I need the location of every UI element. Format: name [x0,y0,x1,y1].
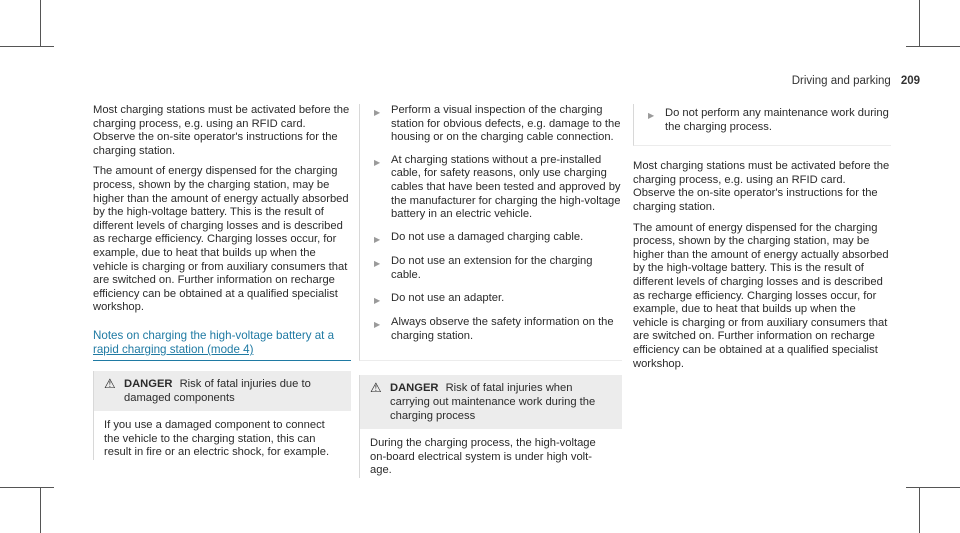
list-item [360,316,622,343]
column-1 [93,104,351,460]
list-item [634,104,891,134]
list-item [360,231,622,247]
arrow-right-icon: ▶ [648,111,655,120]
paragraph: Most charging stations must be activated before the charging process, e.g. using an RFID card. Observe the on-site operator's instructions for the charging station. [93,104,350,157]
crop-mark [919,0,920,47]
danger-body: During the charging process, the high-voltage on-board electrical system is under high volt-age. [370,437,596,477]
list-item-text: Do not use an extension for the charging cable. [391,255,593,281]
list-item-text: Do not use a damaged charging cable. [391,230,584,243]
danger-header [94,371,351,411]
danger-label: DANGER [390,382,439,395]
section-subheading [93,329,351,361]
instruction-list [633,104,891,146]
crop-mark [40,487,41,533]
arrow-right-icon: ▶ [374,157,381,167]
subheading-line: Notes on charging the high-voltage battery at a [93,328,335,342]
list-item [360,154,622,222]
danger-body: If you use a damaged component to connect the vehicle to the charging station, this can result in fire or an electric shock, for example. [104,419,330,459]
paragraph: The amount of energy dispensed for the charging process, shown by the charging station, may be higher than the amount of energy actually absorbed by the high-voltage battery. This is the result of different levels of charging losses and is described as recharge efficiency. Charging losses occur, for example, due to heat that builds up when the vehicle is charging or from auxiliary consumers that are switched on. Further information on recharge efficiency can be obtained at a qualified specialist workshop. [633,221,889,370]
arrow-right-icon: ▶ [374,108,381,117]
list-item-text: Do not use an adapter. [391,291,505,304]
arrow-right-icon: ▶ [374,320,381,330]
danger-title: Risk of fatal injuries due to damaged components [124,377,311,404]
subheading-line: rapid charging station (mode 4) [93,342,254,356]
danger-header [360,375,622,429]
instruction-list [359,104,622,361]
warning-triangle-icon: ⚠ [104,375,116,391]
danger-box [93,371,351,460]
warning-triangle-icon: ⚠ [370,380,382,396]
list-item [360,255,622,282]
column-3 [633,104,891,378]
danger-title: Risk of fatal injuries when carrying out maintenance work during the charging process [390,382,596,422]
running-header [792,75,920,87]
danger-label: DANGER [124,377,173,390]
paragraph: The amount of energy dispensed for the charging process, shown by the charging station, may be higher than the amount of energy actually absorbed by the high-voltage battery. This is the result of different levels of charging losses and is described as recharge efficiency. Charging losses occur, for example, due to heat that builds up when the vehicle is charging or from auxiliary consumers that are switched on. Further information on recharge efficiency can be obtained at a qualified specialist workshop. [93,165,349,314]
column-2 [359,104,622,478]
section-title: Driving and parking [791,75,891,87]
list-item-text: Always observe the safety information on the charging station. [391,316,614,342]
page-number: 209 [900,75,920,87]
arrow-right-icon: ▶ [374,259,381,269]
list-item [360,292,622,308]
list-item-text: Perform a visual inspection of the charging station for obvious defects, e.g. damage to the housing or on the charging cable connection. [391,104,621,144]
arrow-right-icon: ▶ [374,295,381,305]
crop-mark [40,0,41,47]
danger-box [359,375,622,478]
paragraph: Most charging stations must be activated before the charging process, e.g. using an RFID card. Observe the on-site operator's instructions for the charging station. [633,160,890,213]
list-item-text: At charging stations without a pre-installed cable, for safety reasons, only use charging cables that have been tested and approved by the manufacturer for charging the high-voltage battery in an electric vehicle. [391,153,621,221]
crop-mark [906,46,960,47]
crop-mark [0,46,54,47]
crop-mark [0,487,54,488]
crop-mark [919,487,920,533]
arrow-right-icon: ▶ [374,234,381,244]
list-item-text: Do not perform any maintenance work during the charging process. [665,107,889,133]
list-item [360,104,622,145]
crop-mark [906,487,960,488]
